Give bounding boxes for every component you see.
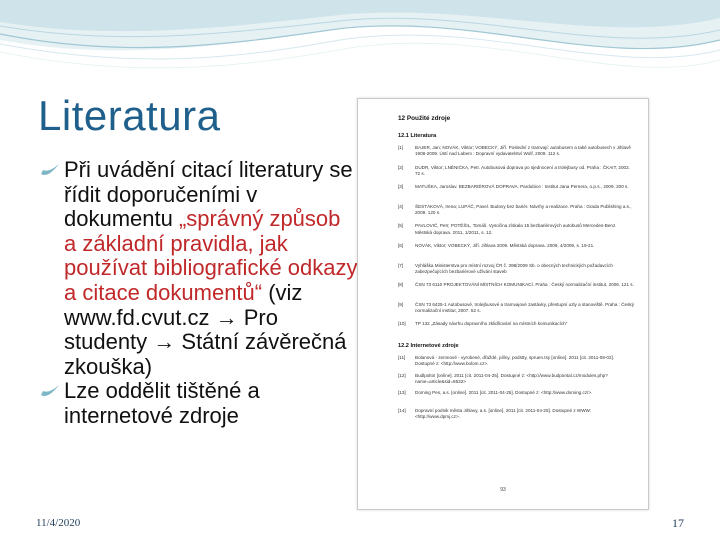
document-reference-number: [3] — [398, 184, 404, 190]
document-reference — [398, 204, 634, 217]
document-heading: 12 Použité zdroje — [398, 115, 451, 122]
document-reference — [398, 145, 634, 158]
document-reference-number: [12] — [398, 372, 406, 378]
slide-page-number: 17 — [672, 516, 684, 530]
document-section-literature: 12.1 Literatura — [398, 133, 437, 139]
document-reference-number: [7] — [398, 262, 404, 268]
document-reference-number: [2] — [398, 164, 404, 170]
document-reference-text: ČSN 73 6425-1 Autobusové, trolejbusové a tramvajové zastávky, přestupní uzly a stanoviště. Praha : Český normalizační institut, 2007. 52 s. — [415, 301, 634, 314]
bullet-text: Lze oddělit tištěné a internetové zdroje — [64, 378, 260, 428]
document-reference — [398, 223, 634, 236]
bullet-list — [38, 158, 358, 429]
document-reference-text: Bolanová - zemnové - vyrobené, dřaždé, pilíny, podstty, spruen.tsy [online]. 2011 [cit. 2011-08-02]. Dostupné z: <http://www.bolom.cz>. — [415, 355, 615, 367]
document-reference-number: [13] — [398, 390, 406, 395]
document-reference — [398, 165, 634, 178]
document-reference — [398, 243, 634, 249]
document-reference — [398, 373, 634, 386]
bullet-text: Při uvádění citací literatury se řídit doporučeními v dokumentu — [64, 157, 353, 232]
document-reference-number: [11] — [398, 355, 406, 360]
document-reference — [398, 321, 634, 327]
swoosh-bullet-icon — [40, 161, 60, 179]
document-reference-text: Dopravní podnik města Jihlavy, a.s. [online]. 2011 [cit. 2011-04-25]. Dostupné z WWW: <http://www.dpmj.cz>. — [415, 407, 592, 419]
document-reference-text: MATUŠKA, Jaroslav. BEZBARIÉROVÁ DOPRAVA. Pardubice : Institut Jana Pernera, o.p.s., 2009. 200 s. — [415, 184, 629, 190]
document-reference-number: [4] — [398, 203, 404, 209]
document-reference — [398, 302, 634, 315]
document-reference-text: Doming Pes, a.s. [online]. 2011 [cit. 2011-04-25]. Dostupné z: <http://www.doming.cz/>. — [415, 390, 593, 395]
document-reference-text: BAJER, Jan; NOVÁK, Viktor; VOBECKÝ, Jiří. Poslední z tramvají: autobusem a také autobusech v Jihlavě 1908-2009. Ústí nad Labem : Dopravní vydavatelství Wolf, 2009. 112 s. — [415, 145, 631, 157]
bullet-item — [38, 158, 358, 379]
slide-title: Literatura — [38, 92, 221, 139]
document-reference-text: Budlpolto! [online]. 2011 [cit. 2011-04-25]. Dostupné z: <http://www.budpontal.cz/modules.php?name=article&sid=8532> — [415, 372, 608, 384]
document-reference-number: [9] — [398, 301, 404, 307]
document-reference-number: [8] — [398, 282, 404, 288]
document-reference-number: [6] — [398, 243, 404, 248]
document-reference-text: ŠESTÁKOVÁ, Irena; LUPÁČ, Pavel. Budovy bez bariér. Návrhy a realizace. Praha : Grada Publishing a.s., 2009. 120 s. — [415, 203, 632, 216]
document-page-number: 93 — [500, 487, 506, 493]
document-reference-number: [14] — [398, 407, 406, 413]
document-reference — [398, 282, 634, 288]
document-reference — [398, 390, 634, 396]
document-reference-text: ČSN 73 6110 PROJEKTOVÁNÍ MÍSTNÍCH KOMUNIKACÍ. Praha : Český normalizační institut, 2006. 121 s. — [415, 282, 634, 288]
document-reference — [398, 408, 634, 421]
bullet-text-after: (viz www.fd.cvut.cz → Pro studenty → Státní závěrečná zkouška) — [64, 279, 347, 379]
document-reference-text: DUDR, Viktor; LNĚNIČKA, Petr. Autobusová doprava po sjednocení a trolejbusy od. Praha : ČKAIT, 2002. 72 s. — [415, 164, 630, 176]
document-reference — [398, 355, 634, 368]
document-reference — [398, 184, 634, 190]
document-reference-text: NOVÁK, Viktor; VOBECKÝ, Jiří. Jihlava 2009. Městská doprava. 2009, 4/2009, s. 19-21. — [415, 243, 595, 248]
document-reference — [398, 263, 634, 276]
document-reference-text: TP 132 „Zásady návrhu dopravního zklidňování na místních komunikacích“ — [415, 321, 568, 327]
document-reference-number: [1] — [398, 145, 404, 150]
bullet-item — [38, 379, 358, 428]
slide-date: 11/4/2020 — [36, 517, 81, 529]
document-reference-text: PAVLOVIČ, Petr; POTĚŠIL, Tomáš. Vysočina získala 15 bezbariérových autobusů Mercedes-Benz. Městská doprava. 2011, 1/2011, s. 12. — [415, 223, 617, 235]
swoosh-bullet-icon — [40, 382, 60, 400]
document-reference-number: [10] — [398, 321, 406, 327]
document-image — [357, 98, 649, 510]
document-reference-text: Vyhláška Ministerstva pro místní rozvoj ČR č. 398/2009 Sb. o obecných technických požadavcích zabezpečujících bezbariérové užívání staveb — [415, 262, 613, 274]
document-section-internet: 12.2 Internetové zdroje — [398, 343, 459, 349]
document-reference-number: [5] — [398, 223, 404, 229]
bullet-highlight: „správný způsob a základní pravidla, jak používat bibliografické odkazy a citace dokumentů“ — [64, 206, 358, 305]
